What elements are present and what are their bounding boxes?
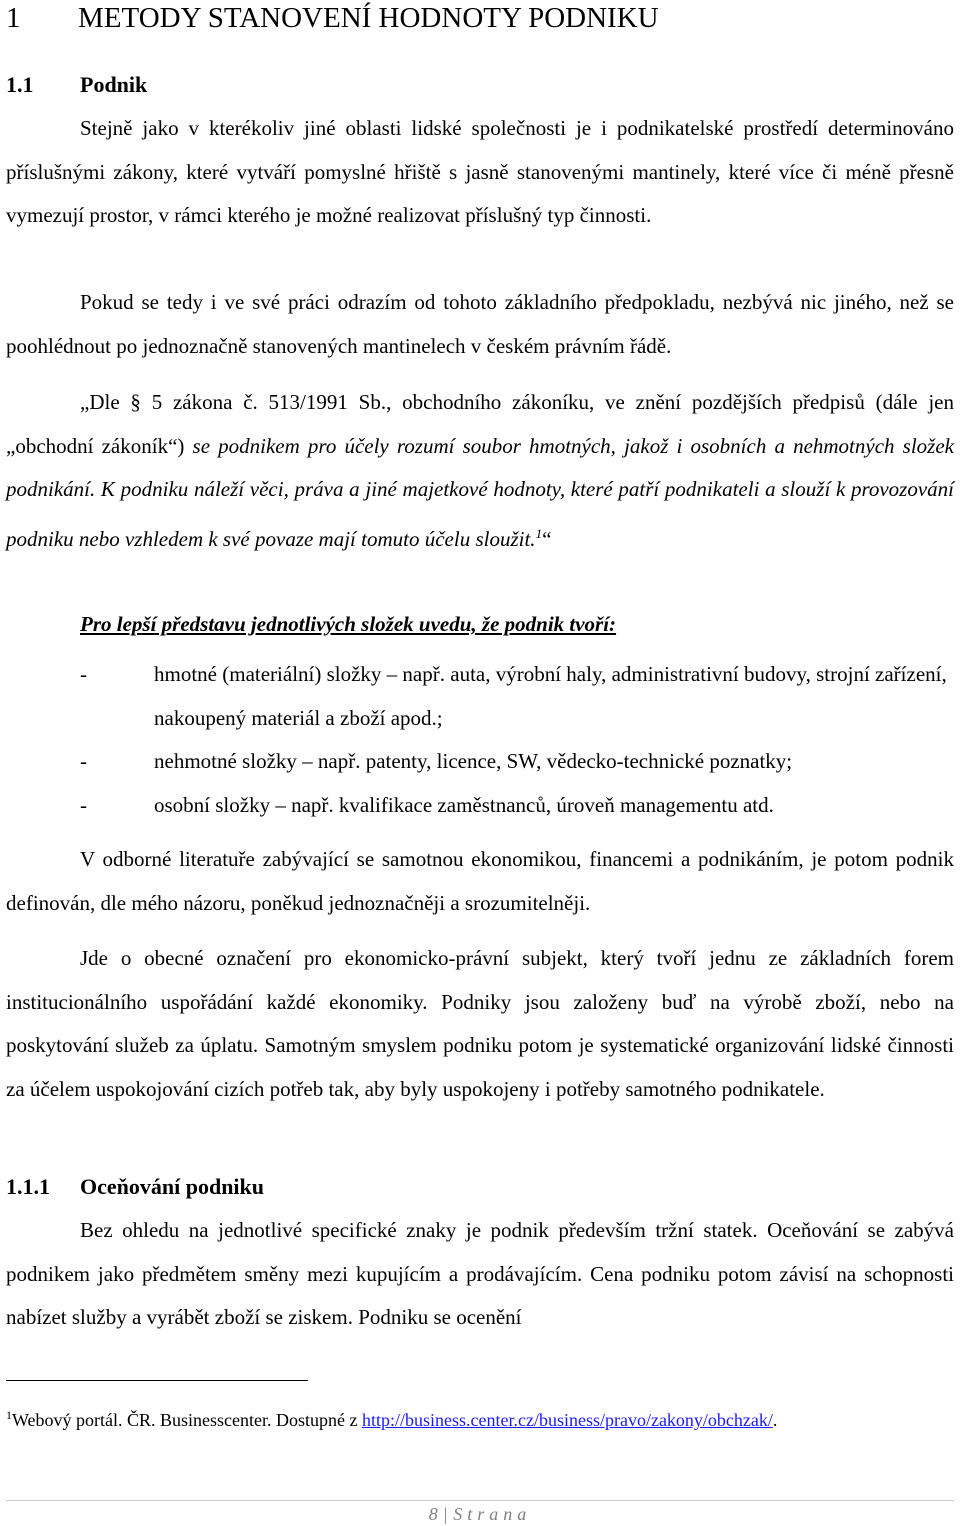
law-quote-close: “ [542, 527, 552, 552]
chapter-heading [6, 2, 659, 35]
components-list [6, 653, 954, 828]
subsection-number: 1.1.1 [6, 1174, 50, 1199]
footer-divider [6, 1500, 954, 1501]
list-item-text: hmotné (materiální) složky – např. auta, výrobní haly, administrativní budovy, strojní zařízení, nakoupený materiál a zboží apod.; [154, 662, 947, 730]
paragraph-intro: Stejně jako v kterékoliv jiné oblasti lidské společnosti je i podnikatelské prostředí determinováno příslušnými zákony, které vytváří pomyslné hřiště s jasně stanovenými mantinely, které více či méně přesně vymezují prostor, v rámci kterého je možné realizovat příslušný typ činnosti. [6, 116, 954, 228]
footnote-link[interactable]: http://business.center.cz/business/pravo/zakony/obchzak/ [362, 1410, 773, 1430]
section-number: 1.1 [6, 72, 34, 97]
list-item-text: nehmotné složky – např. patenty, licence, SW, vědecko-technické poznatky; [154, 749, 793, 774]
paragraph-definition: Jde o obecné označení pro ekonomicko-právní subjekt, který tvoří jednu ze základních forem institucionálního uspořádání každé ekonomiky. Podniky jsou založeny buď na výrobě zboží, nebo na poskytování služeb za úplatu. Samotným smyslem podniku potom je systematické organizování lidské činnosti za účelem uspokojování cizích potřeb tak, aby byly uspokojeny i potřeby samotného podnikatele. [6, 946, 954, 1102]
chapter-number: 1 [6, 2, 21, 34]
components-heading: Pro lepší představu jednotlivých složek uvedu, že podnik tvoří: [80, 612, 617, 636]
law-quote-definition: se podnikem pro účely rozumí soubor hmotných, jakož i osobních a nehmotných složek podnikání. K podniku náleží věci, práva a jiné majetkové hodnoty, které patří podnikateli a slouží k provozování podniku nebo vzhledem k své povaze mají tomuto účelu sloužit. [6, 433, 954, 552]
subsection-heading [6, 1174, 264, 1200]
list-bullet: - [80, 749, 87, 774]
footnote-reference[interactable]: 1 [535, 526, 543, 542]
page-footer [0, 1502, 960, 1526]
list-item-text: osobní složky – např. kvalifikace zaměstnanců, úroveň managementu atd. [154, 793, 774, 818]
list-item [6, 653, 954, 740]
list-bullet: - [80, 793, 87, 818]
footnote [6, 1400, 777, 1435]
section-heading [6, 72, 147, 98]
subsection-title: Oceňování podniku [80, 1174, 265, 1199]
list-item [6, 740, 954, 784]
list-item [6, 784, 954, 828]
section-title: Podnik [80, 72, 148, 97]
footnote-marker: 1 [6, 1408, 12, 1422]
paragraph-law-quote [6, 381, 954, 562]
chapter-title: METODY STANOVENÍ HODNOTY PODNIKU [78, 2, 659, 34]
footnote-end: . [772, 1410, 778, 1430]
page-label: Strana [453, 1504, 532, 1524]
footer-separator: | [443, 1504, 448, 1524]
page-number: 8 [428, 1504, 438, 1524]
law-quote-intro: „Dle § 5 zákona č. 513/1991 Sb., obchodního zákoníku, ve znění pozdějších předpisů (dále jen „obchodní zákoník“) [6, 390, 954, 458]
paragraph-legal-basis: Pokud se tedy i ve své práci odrazím od tohoto základního předpokladu, nezbývá nic jiného, než se poohlédnout po jednoznačně stanovených mantinelech v českém právním řádě. [6, 290, 954, 358]
list-bullet: - [80, 662, 87, 686]
paragraph-valuation: Bez ohledu na jednotlivé specifické znaky je podnik především tržní statek. Oceňování se zabývá podnikem jako předmětem směny mezi kupujícím a prodávajícím. Cena podniku potom závisí na schopnosti nabízet služby a vyrábět zboží se ziskem. Podniku se ocenění [6, 1218, 954, 1330]
paragraph-literature: V odborné literatuře zabývající se samotnou ekonomikou, financemi a podnikáním, je potom podnik definován, dle mého názoru, poněkud jednoznačněji a srozumitelněji. [6, 847, 954, 915]
footnote-divider [6, 1380, 308, 1381]
footnote-text: Webový portál. ČR. Businesscenter. Dostupné z [12, 1410, 362, 1430]
